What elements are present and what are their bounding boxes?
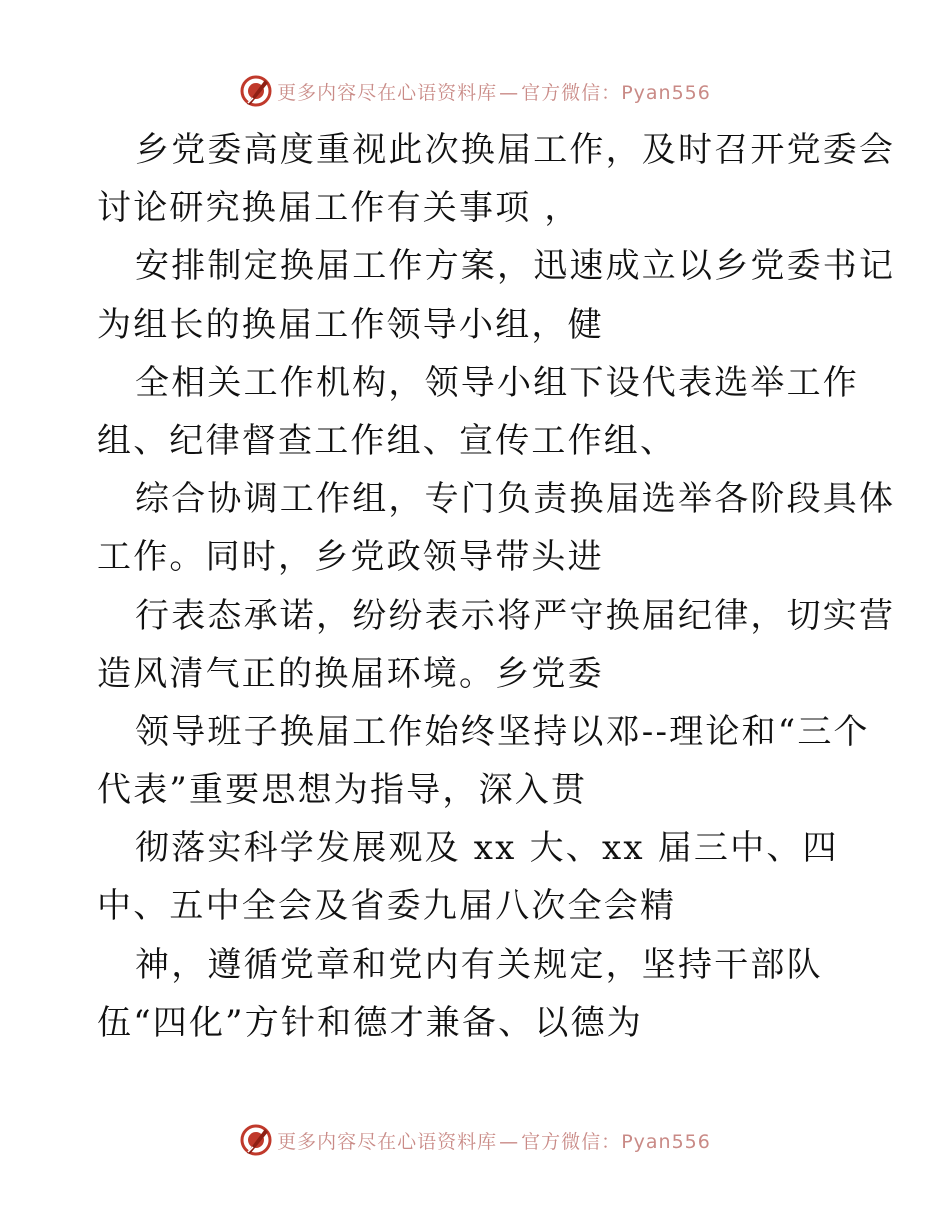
body-line: 中、五中全会及省委九届八次全会精 bbox=[97, 886, 677, 927]
body-line: 彻落实科学发展观及 xx 大、xx 届三中、四 bbox=[135, 828, 839, 869]
body-line: 领导班子换届工作始终坚持以邓--理论和“三个 bbox=[135, 711, 870, 752]
body-line: 安排制定换届工作方案，迅速成立以乡党委书记 bbox=[135, 246, 896, 287]
footer-watermark bbox=[0, 1120, 950, 1160]
body-line: 造风清气正的换届环境。乡党委 bbox=[97, 653, 604, 694]
body-line: 综合协调工作组，专门负责换届选举各阶段具体 bbox=[135, 479, 896, 520]
body-line: 乡党委高度重视此次换届工作，及时召开党委会 bbox=[135, 130, 896, 170]
body-line: 行表态承诺，纷纷表示将严守换届纪律，切实营 bbox=[135, 595, 896, 636]
watermark-text: 更多内容尽在心语资料库 — 官方微信：Pyan556 bbox=[277, 81, 711, 104]
quill-logo-icon bbox=[239, 1123, 273, 1157]
body-line: 工作。同时，乡党政领导带头进 bbox=[97, 537, 604, 578]
watermark-text: 更多内容尽在心语资料库 — 官方微信：Pyan556 bbox=[277, 1130, 711, 1153]
body-line: 为组长的换届工作领导小组，健 bbox=[97, 304, 604, 345]
document-body bbox=[97, 121, 896, 1052]
quill-logo-icon bbox=[239, 74, 273, 108]
body-line: 神，遵循党章和党内有关规定，坚持干部队 bbox=[135, 944, 823, 985]
body-line: 伍“四化”方针和德才兼备、以德为 bbox=[97, 1002, 643, 1043]
body-line: 组、纪律督查工作组、宣传工作组、 bbox=[97, 420, 677, 461]
body-line: 讨论研究换届工作有关事项 ， bbox=[97, 188, 581, 229]
body-line: 代表”重要思想为指导，深入贯 bbox=[97, 770, 588, 811]
header-watermark bbox=[0, 71, 950, 111]
body-line: 全相关工作机构，领导小组下设代表选举工作 bbox=[135, 362, 859, 403]
